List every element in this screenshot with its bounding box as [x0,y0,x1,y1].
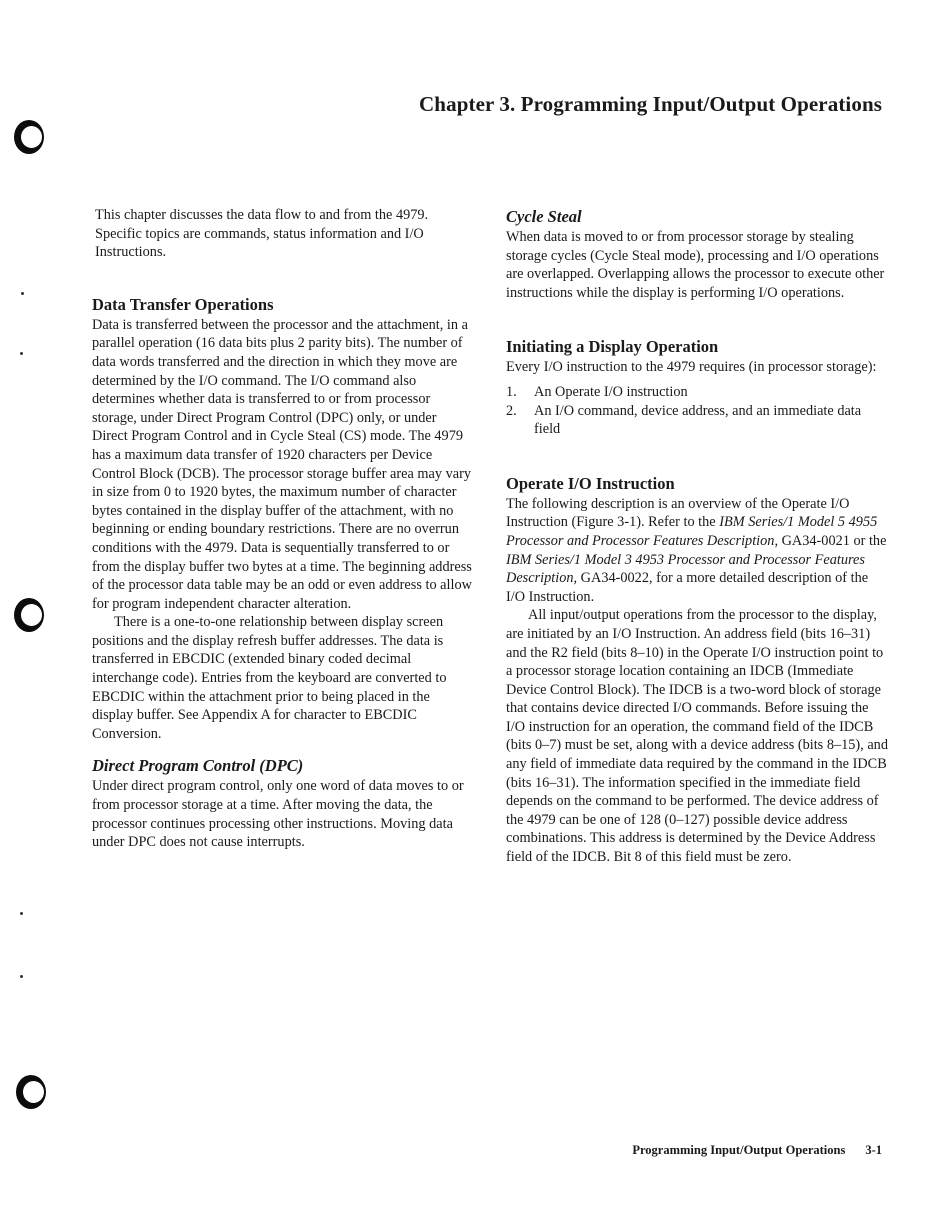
initiating-paragraph: Every I/O instruction to the 4979 requires (in processor storage): [506,359,877,376]
binder-hole-bottom [16,1075,46,1109]
cycle-steal-heading: Cycle Steal [506,207,582,226]
operate-io-paragraph-2: All input/output operations from the processor to the display, are initiated by an I/O Instruction. An address field (bits 16–31) and the R2 field (bits 8–10) in the Operate I/O instruction point to a processor storage location containing an IDCB (Immediate Device Control Block). The IDCB is a two-word block of storage that contains device directed I/O commands. Before issuing the I/O instruction for an operation, the command field of the IDCB (bits 0–7) must be set, along with a device address (bits 8–15), and any field of immediate data required by the command in the IDCB (bits 16–31). The information specified in the immediate field depends on the command to be performed. The device address of the 4979 can be one of 128 (0–127) possible device address combinations. This address is determined by the Device Address field of the IDCB. Bit 8 of this field must be zero. [506,607,888,866]
chapter-title: Chapter 3. Programming Input/Output Operations [419,92,882,116]
operate-io-paragraph [506,495,888,607]
list-item-number: 1. [506,383,517,400]
dpc-section [92,755,472,851]
reference-model-5: IBM Series/1 Model 5 4955 Processor and Processor Features Description [506,514,878,549]
operate-io-text: , GA34-0021 or the [774,532,887,549]
list-item [506,402,888,439]
scan-speck [20,912,23,915]
data-transfer-heading: Data Transfer Operations [92,294,274,314]
left-column [92,206,472,852]
requirements-list [506,383,888,439]
page-number: 3-1 [865,1143,882,1157]
dpc-heading: Direct Program Control (DPC) [92,756,304,776]
data-transfer-paragraph: Data is transferred between the processor and the attachment, in a parallel operation (16 data bits plus 2 parity bits). The number of data words transferred and the direction in which they move are determined by the I/O command. The I/O command also determines whether data is transferred to or from processor storage, under Direct Program Control (DPC) only, or under Direct Program Control and in Cycle Steal (CS) mode. The 4979 has a maximum data transfer of 1920 characters per Device Control Block (DCB). The processor storage buffer area may vary in size from 0 to 1920 bytes, the maximum number of character bytes contained in the display buffer of the attachment, with no beginning or ending boundary restrictions. There are no overrun conditions with the 4979. Data is sequentially transferred to or from the display buffer two bytes at a time. The beginning address of the processor data table may be an odd or even address to allow for program independent character alteration. [92,316,472,612]
initiating-heading: Initiating a Display Operation [506,337,719,357]
data-transfer-section [92,294,472,744]
reference-model-3: IBM Series/1 Model 3 4953 Processor and Processor Features Description, [506,551,865,587]
page-footer [632,1143,882,1158]
footer-running-title: Programming Input/Output Operations [632,1143,846,1157]
intro-paragraph: This chapter discusses the data flow to and from the 4979. Specific topics are commands, status information and I/O Instructions. [95,207,429,261]
cycle-steal-section [506,206,888,302]
list-item-number: 2. [506,402,517,419]
binder-hole-middle [14,598,44,632]
operate-io-text: The following description is an overview of the Operate I/O Instruction (Figure 3-1). Refer to the [506,495,850,531]
list-item [506,383,888,402]
right-column [506,206,888,867]
data-transfer-paragraph-2: There is a one-to-one relationship between display screen positions and the display refresh buffer addresses. The data is transferred in EBCDIC (extended binary coded decimal interchange code). Entries from the keyboard are converted to EBCDIC within the attachment prior to being placed in the display buffer. See Appendix A for character to EBCDIC Conversion. [92,614,447,742]
operate-io-section [506,473,888,867]
list-item-text: An I/O command, device address, and an immediate data field [534,402,862,438]
scan-speck [21,292,24,295]
initiating-section [506,336,888,438]
cycle-steal-paragraph: When data is moved to or from processor storage by stealing storage cycles (Cycle Steal mode), processing and I/O operations are overlapped. Overlapping allows the processor to execute other instructions while the display is performing I/O operations. [506,229,885,301]
operate-io-heading: Operate I/O Instruction [506,473,675,493]
list-item-text: An Operate I/O instruction [534,383,688,400]
dpc-paragraph: Under direct program control, only one word of data moves to or from processor storage at a time. After moving the data, the processor continues processing other instructions. Moving data under DPC does not cause interrupts. [92,778,464,851]
operate-io-text: GA34-0022, for a more detailed description of the I/O Instruction. [506,570,869,605]
scan-speck [20,352,23,355]
scan-speck [20,975,23,978]
binder-hole-top [14,120,44,154]
